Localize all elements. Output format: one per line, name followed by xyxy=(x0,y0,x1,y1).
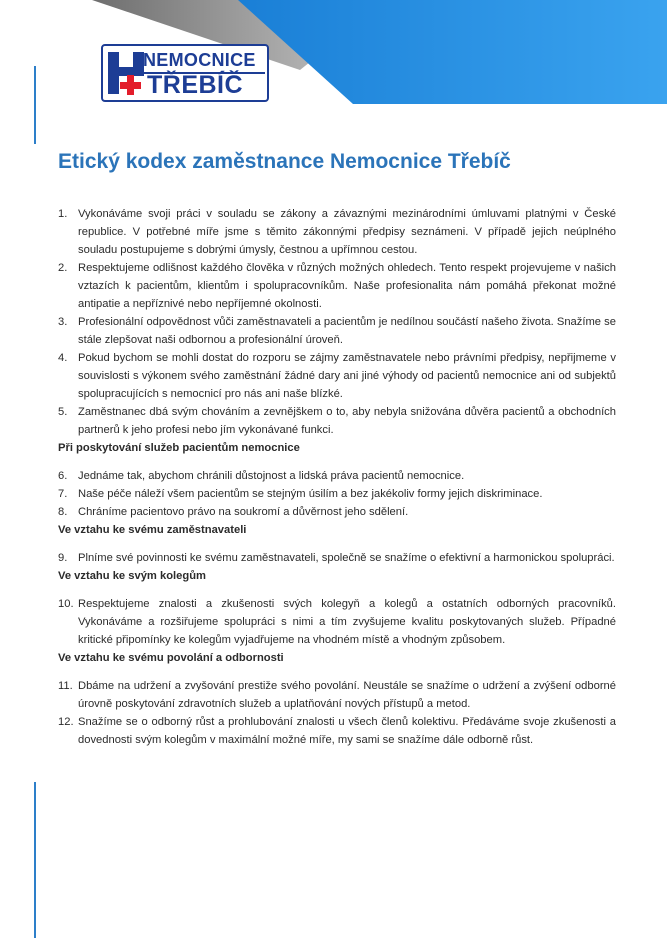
list-patients xyxy=(58,467,616,521)
list-item: 4. Pokud bychom se mohli dostat do rozporu se zájmy zaměstnavatele nebo právními předpisy, nepřijmeme v souvislosti s výkonem svého zaměstnání žádné dary ani jiné výhody od pacientů nemocnice ani od subjektů spolupracujících s nemocnicí pro nás ani naše blízké. xyxy=(58,352,616,400)
list-item: 1. Vykonáváme svoji práci v souladu se zákony a závaznými mezinárodními úmluvami platnými v České republice. V potřebné míře jsme s těmito zákonnými předpisy seznámeni. V případě jejich neúplného souladu postupujeme s dobrými úmysly, čestnou a upřímnou cestou. xyxy=(58,208,616,256)
section-heading-colleagues: Ve vztahu ke svým kolegům xyxy=(58,570,206,582)
page-title: Etický kodex zaměstnance Nemocnice Třebíč xyxy=(58,150,511,173)
list-item: 8. Chráníme pacientovo právo na soukromí a důvěrnost jeho sdělení. xyxy=(58,506,409,518)
list-employer xyxy=(58,549,616,567)
side-line-top xyxy=(34,66,36,144)
list-item: 5. Zaměstnanec dbá svým chováním a zevnějškem o to, aby nebyla snižována důvěra pacientů a obchodních partnerů k jeho profesi nebo jím vykonávané funkci. xyxy=(58,406,616,436)
list-profession xyxy=(58,677,616,749)
logo-text-nemocnice: NEMOCNICE xyxy=(143,50,256,70)
list-item: 7. Naše péče náleží všem pacientům se stejným úsilím a bez jakékoliv formy jejich diskriminace. xyxy=(58,488,543,500)
logo-text-trebic: TŘEBÍČ xyxy=(147,71,244,99)
document-body xyxy=(58,205,616,749)
hospital-logo xyxy=(101,44,269,102)
side-line-bottom xyxy=(34,782,36,938)
section-heading-employer: Ve vztahu ke svému zaměstnavateli xyxy=(58,524,247,536)
list-item: 11. Dbáme na udržení a zvyšování prestiže svého povolání. Neustále se snažíme o udržení a zvýšení odborné úrovně poskytování zdravotních služeb a uplatňování nových přístupů a metod. xyxy=(58,680,616,710)
list-item: 6. Jednáme tak, abychom chránili důstojnost a lidská práva pacientů nemocnice. xyxy=(58,470,465,482)
header-blue-band xyxy=(238,0,667,104)
list-item: 10. Respektujeme znalosti a zkušenosti svých kolegyň a kolegů a ostatních odborných pracovníků. Vykonáváme a rozšiřujeme spolupráci s nimi a tím zvyšujeme kvalitu poskytovaných služeb. Případné kritické připomínky ke kolegům vyjadřujeme na vhodném místě a vhodným způsobem. xyxy=(58,598,616,646)
list-colleagues xyxy=(58,595,616,649)
list-general xyxy=(58,205,616,439)
list-item: 12. Snažíme se o odborný růst a prohlubování znalosti u všech členů kolektivu. Předáváme svoje zkušenosti a dovednosti svým kolegům v maximální možné míře, my sami se snažíme dále odborně růst. xyxy=(58,716,616,746)
list-item: 9. Plníme své povinnosti ke svému zaměstnavateli, společně se snažíme o efektivní a harmonickou spolupráci. xyxy=(58,552,615,564)
list-item: 2. Respektujeme odlišnost každého člověka v různých možných ohledech. Tento respekt projevujeme v našich vztazích k pacientům, klientům i spolupracovníkům. Naše profesionalita nám pomáhá překonat možné antipatie a nepříznivé nebo nepříjemné okolnosti. xyxy=(58,262,616,310)
section-heading-patients: Při poskytování služeb pacientům nemocnice xyxy=(58,442,300,454)
section-heading-profession: Ve vztahu ke svému povolání a odbornosti xyxy=(58,652,284,664)
hospital-cross-icon xyxy=(107,50,147,96)
list-item: 3. Profesionální odpovědnost vůči zaměstnavateli a pacientům je nedílnou součástí našeho života. Snažíme se stále zlepšovat naši odbornou a profesionální úroveň. xyxy=(58,316,616,346)
